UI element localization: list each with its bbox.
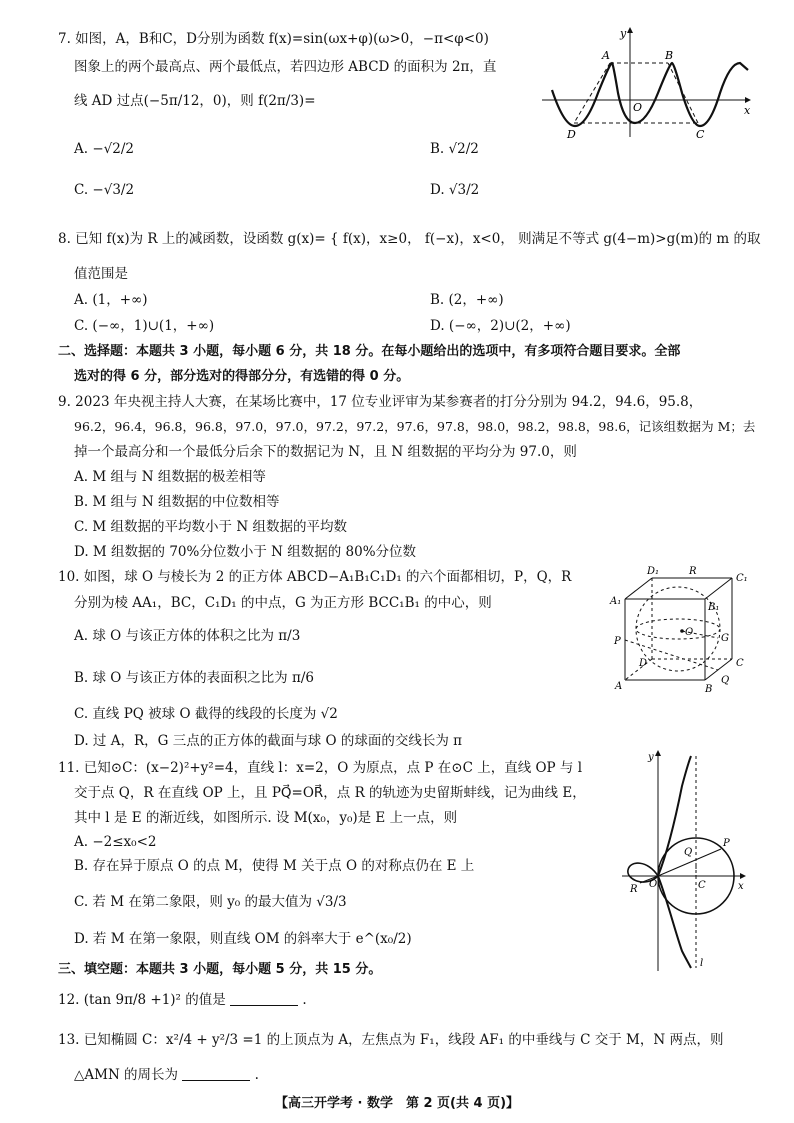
q10-label-a: A — [615, 681, 623, 692]
q7-sine-curve — [552, 63, 748, 126]
q7-label-x: x — [744, 104, 751, 117]
q10-label-b1: B₁ — [708, 602, 720, 613]
q10-option-c: C. 直线 PQ 被球 O 截得的线段的长度为 √2 — [74, 706, 338, 722]
q7-label-o: O — [633, 101, 643, 114]
q11-line-3: 其中 l 是 E 的渐近线，如图所示. 设 M(x₀，y₀)是 E 上一点，则 — [74, 810, 458, 826]
q11-label-y: y — [648, 752, 654, 763]
q10-label-c1: C₁ — [736, 573, 748, 584]
q10-line-2: 分别为棱 AA₁，BC，C₁D₁ 的中点，G 为正方形 BCC₁B₁ 的中心，则 — [74, 595, 492, 611]
q10-center-o — [680, 629, 684, 633]
q8-line-1: 8. 已知 f(x)为 R 上的减函数，设函数 g(x)= { f(x)，x≥0， f(−x)，x<0， 则满足不等式 g(4−m)>g(m)的 m 的取 — [58, 231, 761, 247]
q10-sphere — [636, 587, 720, 671]
q7-option-d: D. √3/2 — [430, 182, 480, 198]
q7-label-a: A — [602, 49, 610, 62]
q7-label-b: B — [665, 49, 674, 62]
q10-label-o: O — [685, 627, 694, 638]
q10-label-b: B — [705, 684, 713, 695]
q10-label-a1: A₁ — [610, 596, 622, 607]
q10-label-c: C — [736, 658, 744, 669]
q12-line — [58, 992, 307, 1008]
q11-option-c: C. 若 M 在第二象限，则 y₀ 的最大值为 √3/3 — [74, 894, 347, 910]
q8-option-a: A. (1，+∞) — [74, 292, 148, 308]
q8-line-2: 值范围是 — [74, 266, 128, 282]
section-3-heading: 三、填空题：本题共 3 小题，每小题 5 分，共 15 分。 — [58, 962, 382, 977]
q11-label-q: Q — [684, 847, 693, 858]
q11-conchoid-figure — [620, 746, 750, 976]
q7-segment-ad — [574, 63, 610, 123]
q11-label-l: l — [700, 958, 704, 969]
q9-line-1: 9. 2023 年央视主持人大赛，在某场比赛中，17 位专业评审为某参赛者的打分分别为 94.2，94.6，95.8， — [58, 394, 703, 410]
q10-cube-figure — [605, 562, 755, 697]
q7-line-2: 图象上的两个最高点、两个最低点，若四边形 ABCD 的面积为 2π，直 — [74, 59, 497, 75]
q8-option-c: C. (−∞，1)∪(1，+∞) — [74, 318, 215, 334]
q11-curve-lower — [658, 876, 691, 968]
section-2-subheading: 选对的得 6 分，部分选对的得部分分，有选错的得 0 分。 — [74, 369, 410, 384]
q13-answer-blank[interactable] — [182, 1068, 250, 1081]
q11-label-c: C — [698, 880, 706, 891]
page-footer: 【高三开学考 · 数学 第 2 页(共 4 页)】 — [274, 1096, 520, 1111]
q9-option-c: C. M 组数据的平均数小于 N 组数据的平均数 — [74, 519, 347, 535]
q13-text: △AMN 的周长为 — [74, 1067, 179, 1083]
q8-option-b: B. (2，+∞) — [430, 292, 504, 308]
q7-line-1: 7. 如图，A，B和C，D分别为函数 f(x)=sin(ωx+φ)(ω>0，−π<φ<0) — [58, 31, 489, 47]
q9-option-a: A. M 组与 N 组数据的极差相等 — [74, 469, 266, 485]
q7-label-d: D — [567, 128, 576, 141]
q10-option-d: D. 过 A，R，G 三点的正方体的截面与球 O 的球面的交线长为 π — [74, 733, 463, 749]
q7-line-3: 线 AD 过点(−5π/12，0)，则 f(2π/3)= — [74, 93, 316, 109]
q7-option-a: A. −√2/2 — [74, 141, 134, 157]
q11-label-o: O — [649, 879, 658, 890]
q10-label-q: Q — [721, 675, 730, 686]
q7-label-y: y — [620, 27, 627, 40]
q11-line-1: 11. 已知⊙C：(x−2)²+y²=4，直线 l：x=2，O 为原点，点 P 在⊙C 上，直线 OP 与 l — [58, 760, 583, 776]
q10-option-b: B. 球 O 与该正方体的表面积之比为 π/6 — [74, 670, 314, 686]
q10-option-a: A. 球 O 与该正方体的体积之比为 π/3 — [74, 628, 301, 644]
q9-line-2: 96.2，96.4，96.8，96.8，97.0，97.0，97.2，97.2，97.6，97.8，98.0，98.2，98.8，98.6，记该组数据为 M；去 — [74, 419, 756, 434]
q10-line-1: 10. 如图，球 O 与棱长为 2 的正方体 ABCD−A₁B₁C₁D₁ 的六个面都相切，P，Q，R — [58, 569, 572, 585]
q11-label-x: x — [738, 881, 744, 892]
q9-option-d: D. M 组数据的 70%分位数小于 N 组数据的 80%分位数 — [74, 544, 417, 560]
q10-label-p: P — [614, 636, 621, 647]
q13-line-2 — [74, 1067, 259, 1083]
section-2-heading: 二、选择题：本题共 3 小题，每小题 6 分，共 18 分。在每小题给出的选项中，有多项符合题目要求。全部 — [58, 344, 681, 359]
q12-answer-blank[interactable] — [230, 993, 298, 1006]
q9-option-b: B. M 组与 N 组数据的中位数相等 — [74, 494, 280, 510]
q10-label-d1: D₁ — [647, 566, 660, 577]
q12-text: 12. (tan 9π/8 +1)² 的值是 — [58, 992, 226, 1008]
q10-label-g: G — [721, 633, 729, 644]
q7-option-b: B. √2/2 — [430, 141, 479, 157]
q10-label-r: R — [689, 566, 697, 577]
q13-end: . — [254, 1067, 259, 1083]
q11-option-a: A. −2≤x₀<2 — [74, 834, 157, 850]
q11-label-r: R — [630, 884, 638, 895]
q8-option-d: D. (−∞，2)∪(2，+∞) — [430, 318, 571, 334]
q11-line-2: 交于点 Q，R 在直线 OP 上，且 PQ⃗=OR⃗，点 R 的轨迹为史留斯蚌线，记为曲线 E， — [74, 785, 586, 801]
q13-line-1: 13. 已知椭圆 C：x²/4 + y²/3 =1 的上顶点为 A，左焦点为 F₁，线段 AF₁ 的中垂线与 C 交于 M，N 两点，则 — [58, 1032, 724, 1048]
q11-option-b: B. 存在异于原点 O 的点 M，使得 M 关于点 O 的对称点仍在 E 上 — [74, 858, 475, 874]
q11-option-d: D. 若 M 在第一象限，则直线 OM 的斜率大于 e^(x₀/2) — [74, 931, 412, 947]
q11-label-p: P — [723, 838, 730, 849]
q7-label-c: C — [696, 128, 705, 141]
q12-end: . — [302, 992, 307, 1008]
q9-line-3: 掉一个最高分和一个最低分后余下的数据记为 N，且 N 组数据的平均分为 97.0，则 — [74, 444, 577, 460]
q7-option-c: C. −√3/2 — [74, 182, 135, 198]
q10-label-d: D — [639, 658, 648, 669]
q7-sine-figure — [540, 25, 755, 143]
